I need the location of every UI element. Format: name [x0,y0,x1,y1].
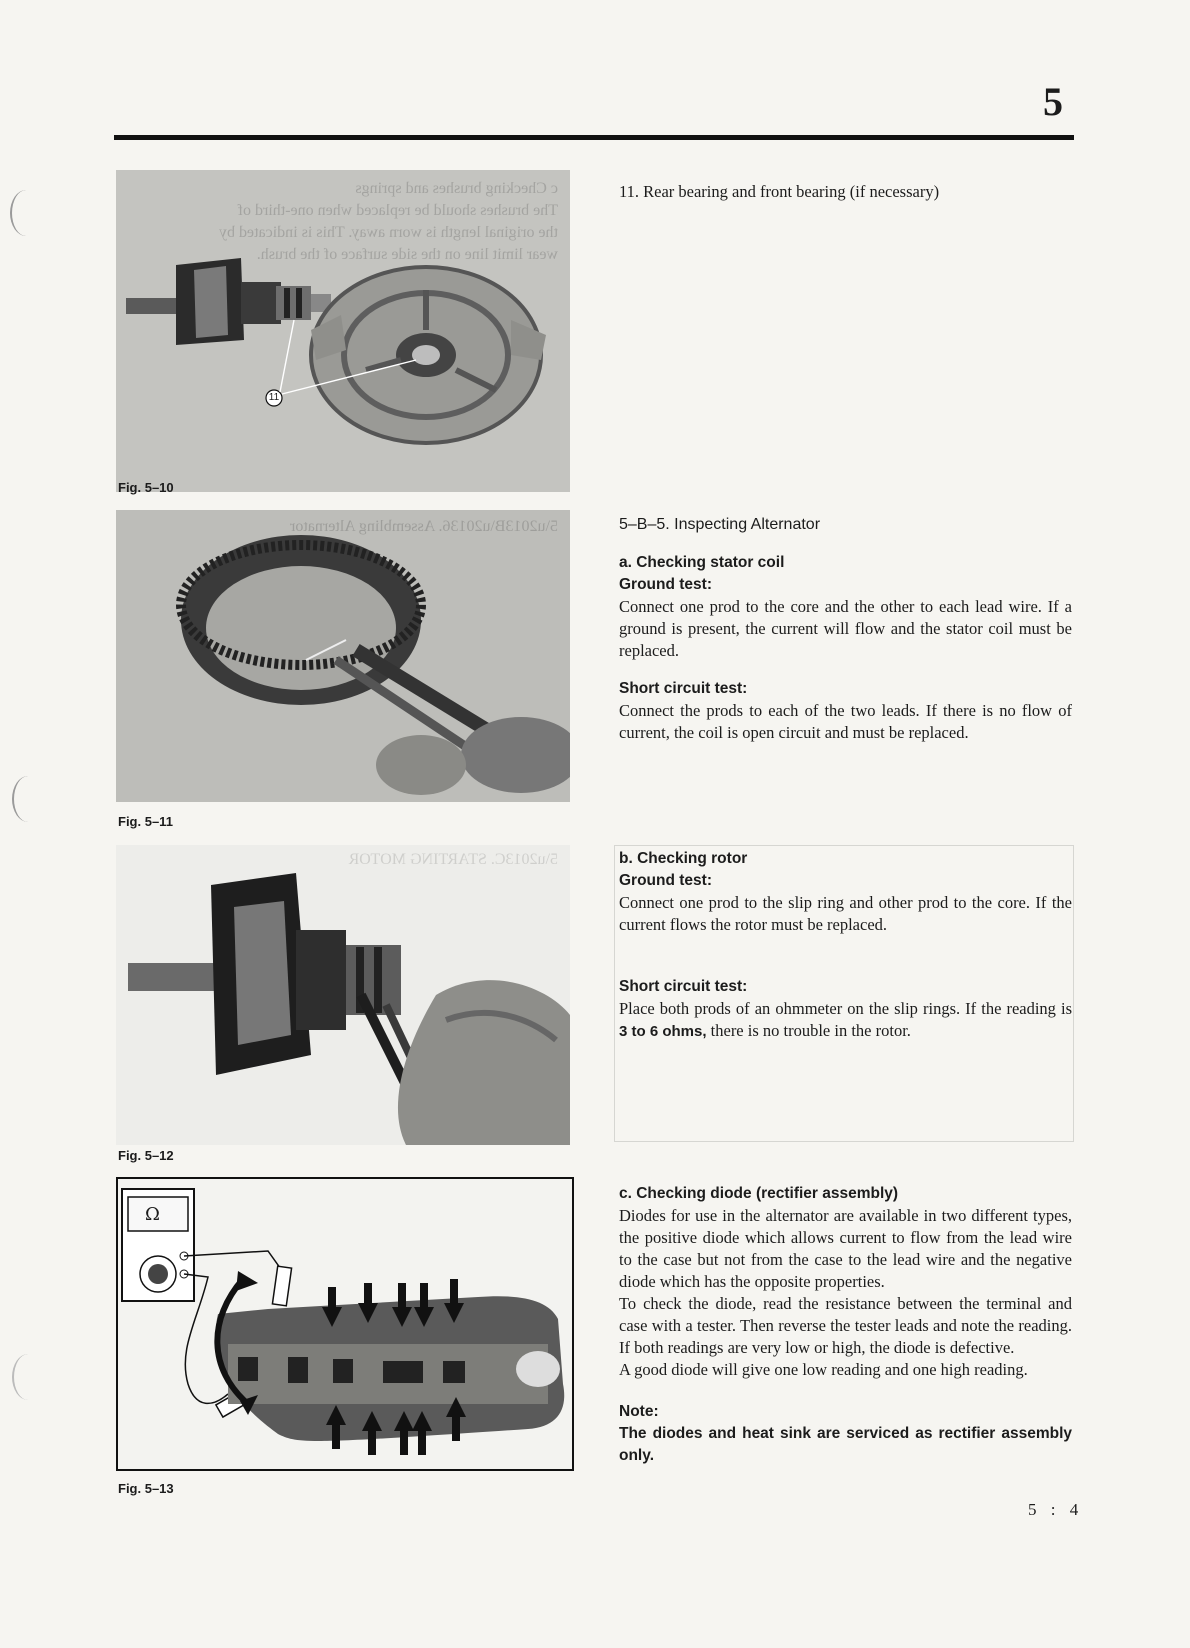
figure-label: Fig. 5–11 [118,814,173,829]
rotor-test-illustration [116,845,570,1145]
figure-label: Fig. 5–10 [118,480,174,495]
punch-hole [10,190,42,236]
figure-label: Fig. 5–12 [118,1148,174,1163]
page-number: 5 : 4 [1028,1500,1084,1519]
rotor-ground-text: Connect one prod to the slip ring and other prod to the core. If the current flows the rotor must be replaced. [619,893,1072,934]
ohm-symbol: Ω [145,1204,160,1225]
figure-5-11-photo: 5\u2013B\u20136. Assembling Alternator [116,510,570,802]
section-title: 5–B–5. Inspecting Alternator [619,516,821,533]
rotor-short-text: Place both prods of an ohmmeter on the slip rings. If the reading is 3 to 6 ohms, there is no trouble in the rotor. [619,999,1072,1040]
stator-ground-text: Connect one prod to the core and the other to each lead wire. If a ground is present, the current will flow and the stator coil must be replaced. [619,597,1072,660]
diode-heading: c. Checking diode (rectifier assembly) [619,1185,899,1202]
section-checking-rotor [619,848,1072,1043]
figure-5-13-diagram [116,1177,574,1471]
diode-test-illustration [118,1179,572,1469]
callout-11: 11 [268,392,280,403]
rotor-ground-label: Ground test: [619,872,712,889]
rotor-endframe-illustration [116,170,570,492]
section-inspecting-alternator [619,514,1072,744]
stator-coil-illustration [116,510,570,802]
punch-hole [12,776,44,822]
rotor-short-label: Short circuit test: [619,978,748,995]
diode-paragraph-3: A good diode will give one low reading and one high reading. [619,1360,1028,1379]
figure-5-10-photo: c Checking brushes and springs The brushes should be replaced when one-third of the original length is worn away. This is indicated by wear limit line on the side surface of the brush. 11 [116,170,570,492]
rotor-heading: b. Checking rotor [619,850,748,867]
stator-short-label: Short circuit test: [619,680,748,697]
chapter-number: 5 [1043,79,1063,124]
header-rule [114,135,1074,140]
note-label: Note: [619,1403,659,1420]
diode-paragraph-2: To check the diode, read the resistance between the terminal and case with a tester. Then reverse the tester leads and note the reading. If both readings are very low or high, the diode is defective. [619,1294,1072,1357]
section-checking-diode [619,1183,1072,1467]
item-11-text: 11. Rear bearing and front bearing (if necessary) [619,182,940,201]
note-text: The diodes and heat sink are serviced as rectifier assembly only. [619,1425,1072,1464]
punch-hole [12,1354,44,1400]
stator-ground-label: Ground test: [619,576,712,593]
stator-heading: a. Checking stator coil [619,554,785,571]
figure-5-12-photo: 5\u2013C. STARTING MOTOR [116,845,570,1145]
diode-paragraph-1: Diodes for use in the alternator are available in two different types, the positive diode which allows current to flow from the lead wire to the case but not from the case to the lead wire and the negative diode which has the opposite properties. [619,1206,1072,1291]
figure-label: Fig. 5–13 [118,1481,174,1496]
stator-short-text: Connect the prods to each of the two leads. If there is no flow of current, the coil is open circuit and must be replaced. [619,701,1072,742]
